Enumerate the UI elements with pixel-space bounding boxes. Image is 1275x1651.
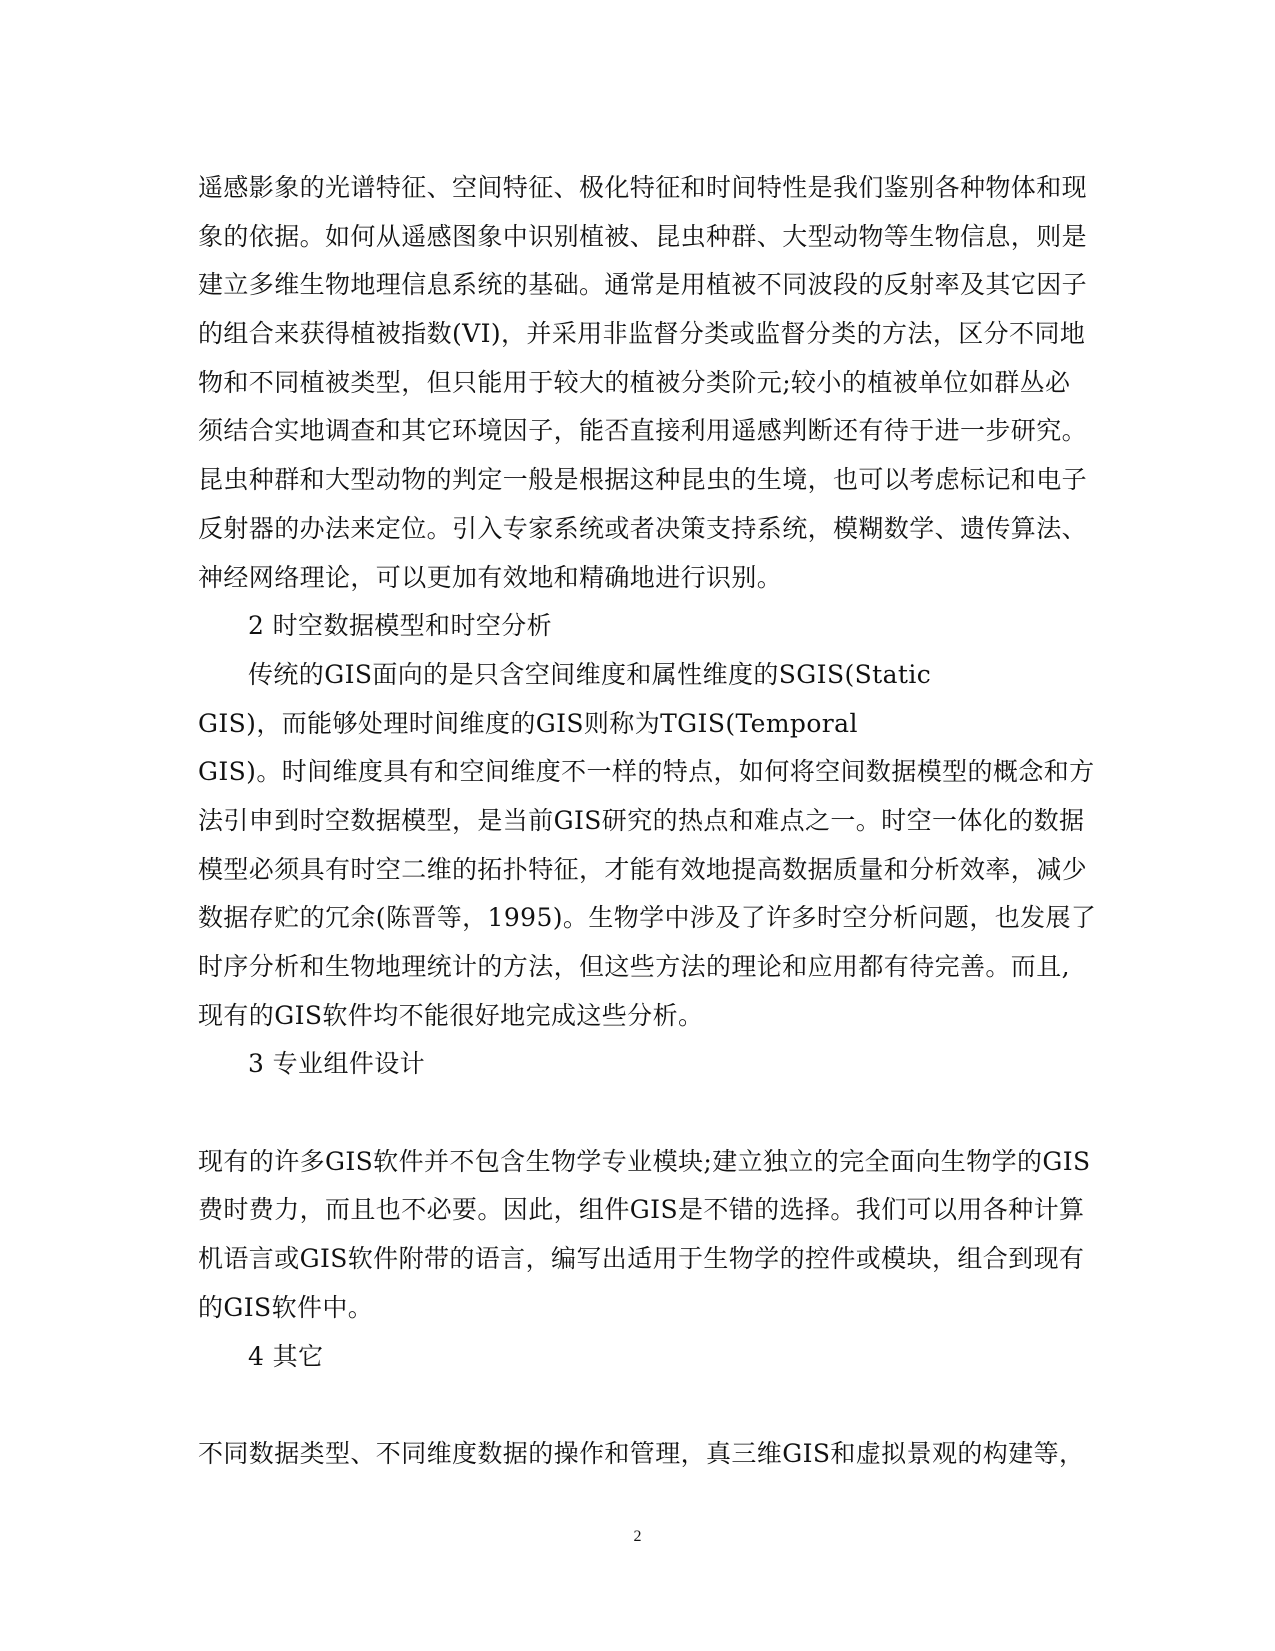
paragraph-line: 反射器的办法来定位。引入专家系统或者决策支持系统，模糊数学、遗传算法、 xyxy=(198,513,1088,543)
blank-line xyxy=(198,1381,1078,1430)
paragraph-line: GIS)。时间维度具有和空间维度不一样的特点，如何将空间数据模型的概念和方 xyxy=(198,757,1095,787)
paragraph-line: 法引申到时空数据模型，是当前GIS研究的热点和难点之一。时空一体化的数据 xyxy=(198,805,1085,835)
paragraph-line: 遥感影象的光谱特征、空间特征、极化特征和时间特性是我们鉴别各种物体和现 xyxy=(198,173,1088,202)
paragraph-line: 象的依据。如何从遥感图象中识别植被、昆虫种群、大型动物等生物信息，则是 xyxy=(198,221,1088,251)
paragraph-line: 不同数据类型、不同维度数据的操作和管理，真三维GIS和虚拟景观的构建等， xyxy=(198,1438,1085,1468)
body-text xyxy=(198,164,1097,1479)
paragraph-line: 的组合来获得植被指数(VI)，并采用非监督分类或监督分类的方法，区分不同地 xyxy=(198,319,1086,349)
paragraph-line: 的GIS软件中。 xyxy=(198,1292,374,1322)
paragraph-line: 昆虫种群和大型动物的判定一般是根据这种昆虫的生境，也可以考虑标记和电子 xyxy=(198,465,1088,495)
paragraph-line: 物和不同植被类型，但只能用于较大的植被分类阶元;较小的植被单位如群丛必 xyxy=(198,367,1071,397)
paragraph-line: 须结合实地调查和其它环境因子，能否直接利用遥感判断还有待于进一步研究。 xyxy=(198,416,1088,446)
paragraph-line: 神经网络理论，可以更加有效地和精确地进行识别。 xyxy=(198,562,783,592)
section-heading: 2 时空数据模型和时空分析 xyxy=(248,611,553,641)
paragraph-line: 传统的GIS面向的是只含空间维度和属性维度的SGIS(Static xyxy=(248,659,932,689)
section-heading: 3 专业组件设计 xyxy=(248,1049,426,1079)
paragraph-line: 建立多维生物地理信息系统的基础。通常是用植被不同波段的反射率及其它因子 xyxy=(198,270,1088,300)
paragraph-line: 时序分析和生物地理统计的方法，但这些方法的理论和应用都有待完善。而且, xyxy=(198,952,1070,981)
paragraph-line: 数据存贮的冗余(陈晋等，1995)。生物学中涉及了许多时空分析问题，也发展了 xyxy=(198,903,1097,933)
paragraph-line: 费时费力，而且也不必要。因此，组件GIS是不错的选择。我们可以用各种计算 xyxy=(198,1195,1085,1225)
page-number: 2 xyxy=(633,1528,642,1545)
section-heading: 4 其它 xyxy=(248,1341,324,1371)
blank-line xyxy=(198,1089,1078,1138)
paragraph-line: 模型必须具有时空二维的拓扑特征，才能有效地提高数据质量和分析效率，减少 xyxy=(198,854,1088,884)
paragraph-line: GIS)，而能够处理时间维度的GIS则称为TGIS(Temporal xyxy=(198,708,858,738)
paragraph-line: 现有的GIS软件均不能很好地完成这些分析。 xyxy=(198,1000,704,1030)
paragraph-line: 机语言或GIS软件附带的语言，编写出适用于生物学的控件或模块，组合到现有 xyxy=(198,1244,1085,1274)
paragraph-line: 现有的许多GIS软件并不包含生物学专业模块;建立独立的完全面向生物学的GIS xyxy=(198,1146,1091,1176)
